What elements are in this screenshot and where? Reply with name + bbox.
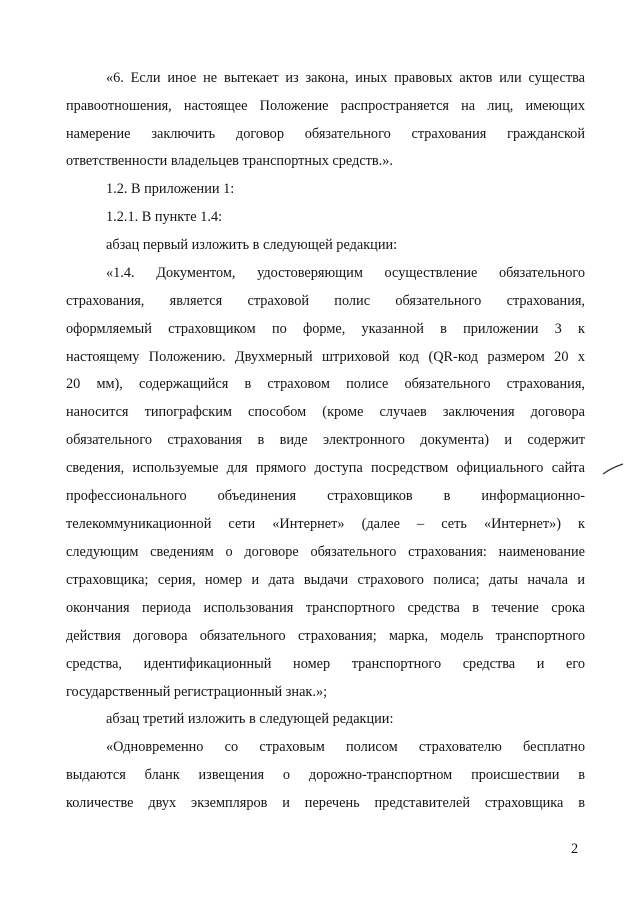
text-line: обязательного страхования в виде электронного документа) и содержит (66, 432, 585, 448)
text-line: оформляемый страховщиком по форме, указанной в приложении 3 к (66, 321, 585, 337)
text-line: абзац первый изложить в следующей редакции: (106, 237, 398, 253)
text-line: «Одновременно со страховым полисом страхователю бесплатно (106, 739, 585, 755)
text-line: страховщика; серия, номер и дата выдачи страхового полиса; даты начала и (66, 572, 585, 588)
text-line: ответственности владельцев транспортных средств.». (66, 153, 393, 169)
text-line: 20 мм), содержащийся в страховом полисе обязательного страхования, (66, 376, 585, 392)
text-line: следующим сведениям о договоре обязательного страхования: наименование (66, 544, 585, 560)
text-line: выдаются бланк извещения о дорожно-транспортном происшествии в (66, 767, 585, 783)
text-line: «6. Если иное не вытекает из закона, иных правовых актов или существа (106, 70, 585, 86)
page-number: 2 (571, 841, 579, 857)
text-line: средства, идентификационный номер транспортного средства и его (66, 656, 585, 672)
text-line: телекоммуникационной сети «Интернет» (далее – сеть «Интернет») к (66, 516, 585, 532)
text-line: окончания периода использования транспортного средства в течение срока (66, 600, 585, 616)
text-line: «1.4. Документом, удостоверяющим осуществление обязательного (106, 265, 585, 281)
text-line: профессионального объединения страховщиков в информационно- (66, 488, 585, 504)
text-line: действия договора обязательного страхования; марка, модель транспортного (66, 628, 585, 644)
text-line: страхования, является страховой полис обязательного страхования, (66, 293, 585, 309)
text-line: настоящему Положению. Двухмерный штриховой код (QR-код размером 20 х (66, 349, 585, 365)
text-line: государственный регистрационный знак.»; (66, 684, 328, 700)
text-line: сведения, используемые для прямого доступа посредством официального сайта (66, 460, 585, 476)
text-line: наносится типографским способом (кроме случаев заключения договора (66, 404, 585, 420)
text-line: 1.2. В приложении 1: (106, 181, 235, 197)
text-line: абзац третий изложить в следующей редакции: (106, 711, 394, 727)
text-line: 1.2.1. В пункте 1.4: (106, 209, 223, 225)
text-line: количестве двух экземпляров и перечень представителей страховщика в (66, 795, 585, 811)
pen-mark-icon (601, 462, 625, 476)
text-line: правоотношения, настоящее Положение распространяется на лиц, имеющих (66, 98, 585, 114)
text-line: намерение заключить договор обязательного страхования гражданской (66, 126, 585, 142)
